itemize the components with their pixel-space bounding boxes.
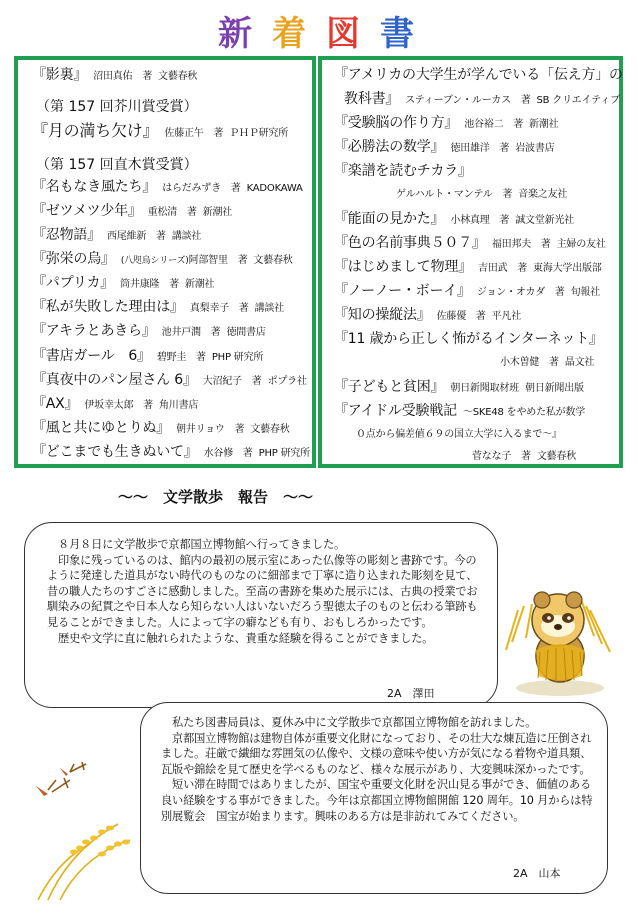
title-char: 書 <box>380 14 414 54</box>
book-item: 『パプリカ』 筒井康隆 著 新潮社 <box>32 275 215 291</box>
book-item: 『受験脳の作り方』 池谷裕二 著 新潮社 <box>334 115 559 131</box>
book-item: 『書店ガール 6』 碧野圭 著 PHP 研究所 <box>32 348 264 364</box>
book-item: 『影裏』 沼田真佑 著 文藝春秋 <box>32 67 198 83</box>
book-item: 『子どもと貧困』 朝日新聞取材班 朝日新聞出版 <box>334 379 584 395</box>
book-item: 『楽譜を読むチカラ』 <box>334 163 472 179</box>
book-item: 『ノーノー・ボーイ』 ジョン・オカダ 著 旬報社 <box>334 283 600 299</box>
book-item: 『AX』 伊坂幸太郎 著 角川書店 <box>32 396 199 412</box>
book-item: 『風と共にゆとりぬ』 朝井リョウ 著 文藝春秋 <box>32 420 290 436</box>
book-item: 『ゼツメツ少年』 重松清 著 新潮社 <box>32 203 233 219</box>
book-item: 『月の満ち欠け』 佐藤正午 著 ＰＨＰ研究所 <box>32 121 289 140</box>
award-note: （第 157 回芥川賞受賞） <box>36 99 198 115</box>
page-title <box>212 6 432 54</box>
book-item: 教科書』 スティーブン・ルーカス 著 SB クリエイティブ <box>344 91 620 107</box>
mascot-illustration <box>498 580 622 700</box>
book-item: 『アメリカの大学生が学んでいる「伝え方」の <box>334 67 623 83</box>
book-item: 『能面の見かた』 小林真理 著 誠文堂新光社 <box>334 211 575 227</box>
book-item: 『はじめまして物理』 吉田武 著 東海大学出版部 <box>334 259 602 275</box>
new-books-panel-left <box>14 56 316 468</box>
book-item: 小木曽健 著 晶文社 <box>500 357 595 368</box>
report-signature: 2A 澤田 <box>387 687 435 700</box>
book-item: 『知の操縦法』 佐藤優 著 平凡社 <box>334 307 522 323</box>
report-heading: ～～ 文学散歩 報告 ～～ <box>118 488 314 506</box>
report-bubble-2 <box>140 702 608 894</box>
book-item: ゲルハルト・マンテル 著 音楽之友社 <box>396 189 568 200</box>
report-signature: 2A 山本 <box>513 867 561 880</box>
report-text: 私たち図書局員は、夏休み中に文学散歩で京都国立博物館を訪れました。 京都国立博物館は建物自体が重要文化財になっており、その壮大な煉瓦造に圧倒されました。荘厳で繊細な雰囲気の仏像や、文様の意味や使い方が気になる着物や道具類、瓦版や錦絵を見て歴史を学べるものなど、様々な展示があり、大変興味深かったです。 短い滞在時間ではありましたが、国宝や重要文化財を沢山見る事ができ、価値のある良い経験をする事ができました。今年は京都国立博物館開館 120 周年。10 月からは特別展覧会 国宝が始まります。興味のある方は是非訪れてみてください。 <box>161 716 593 823</box>
book-item: 『名もなき風たち』 はらだみずき 著 KADOKAWA <box>32 179 303 195</box>
book-item: 『どこまでも生きぬいて』 水谷修 著 PHP 研究所 <box>32 444 310 460</box>
award-note: （第 157 回直木賞受賞） <box>36 157 198 173</box>
book-item: 『アキラとあきら』 池井戸潤 著 徳間書店 <box>32 323 266 339</box>
book-item: 『忍物語』 西尾維新 著 講談社 <box>32 227 202 243</box>
book-item: 『色の名前事典５０７』 福田邦夫 著 主婦の友社 <box>334 235 606 251</box>
book-item: 菅なな子 著 文藝春秋 <box>472 451 577 462</box>
book-item: ０点から偏差値６９の国立大学に入るまで～』 <box>356 429 562 440</box>
book-item: 『真夜中のパン屋さん 6』 大沼紀子 著 ポプラ社 <box>32 372 307 388</box>
book-item: 『11 歳から正しく怖がるインターネット』 <box>334 331 603 347</box>
report-bubble-1 <box>24 522 498 708</box>
book-item: 『弥栄の烏』 (八咫烏シリーズ)阿部智里 著 文藝春秋 <box>32 251 293 267</box>
report-text: ８月８日に文学散歩で京都国立博物館へ行ってきました。 印象に残っているのは、館内の最初の展示室にあった仏像等の彫刻と書跡です。今のように発達した道具がない時代のものなのに細部まで丁寧に造り込まれた彫刻を見て、昔の職人たちのすごさに感動しました。至高の書跡を集めた展示には、古典の授業でお馴染みの紀貫之や日本人なら知らない人はいないだろう聖徳太子のものと伝わる筆跡も見ることができました。人によって字の癖なども有り、おもしろかったです。 歴史や文学に直に触れられたような、貴重な経験を得ることができました。 <box>47 538 478 645</box>
book-item: 『必勝法の数学』 徳田雄洋 著 岩波書店 <box>334 139 555 155</box>
book-item: 『アイドル受験戦記 ～SKE48 をやめた私が数学 <box>334 403 586 419</box>
dragonfly-rice-illustration <box>30 760 142 900</box>
book-item: 『私が失敗した理由は』 真梨幸子 著 講談社 <box>32 299 285 315</box>
title-char: 新 <box>218 14 252 54</box>
new-books-panel-right <box>318 56 623 468</box>
title-char: 着 <box>272 14 306 54</box>
title-char: 図 <box>326 14 360 54</box>
